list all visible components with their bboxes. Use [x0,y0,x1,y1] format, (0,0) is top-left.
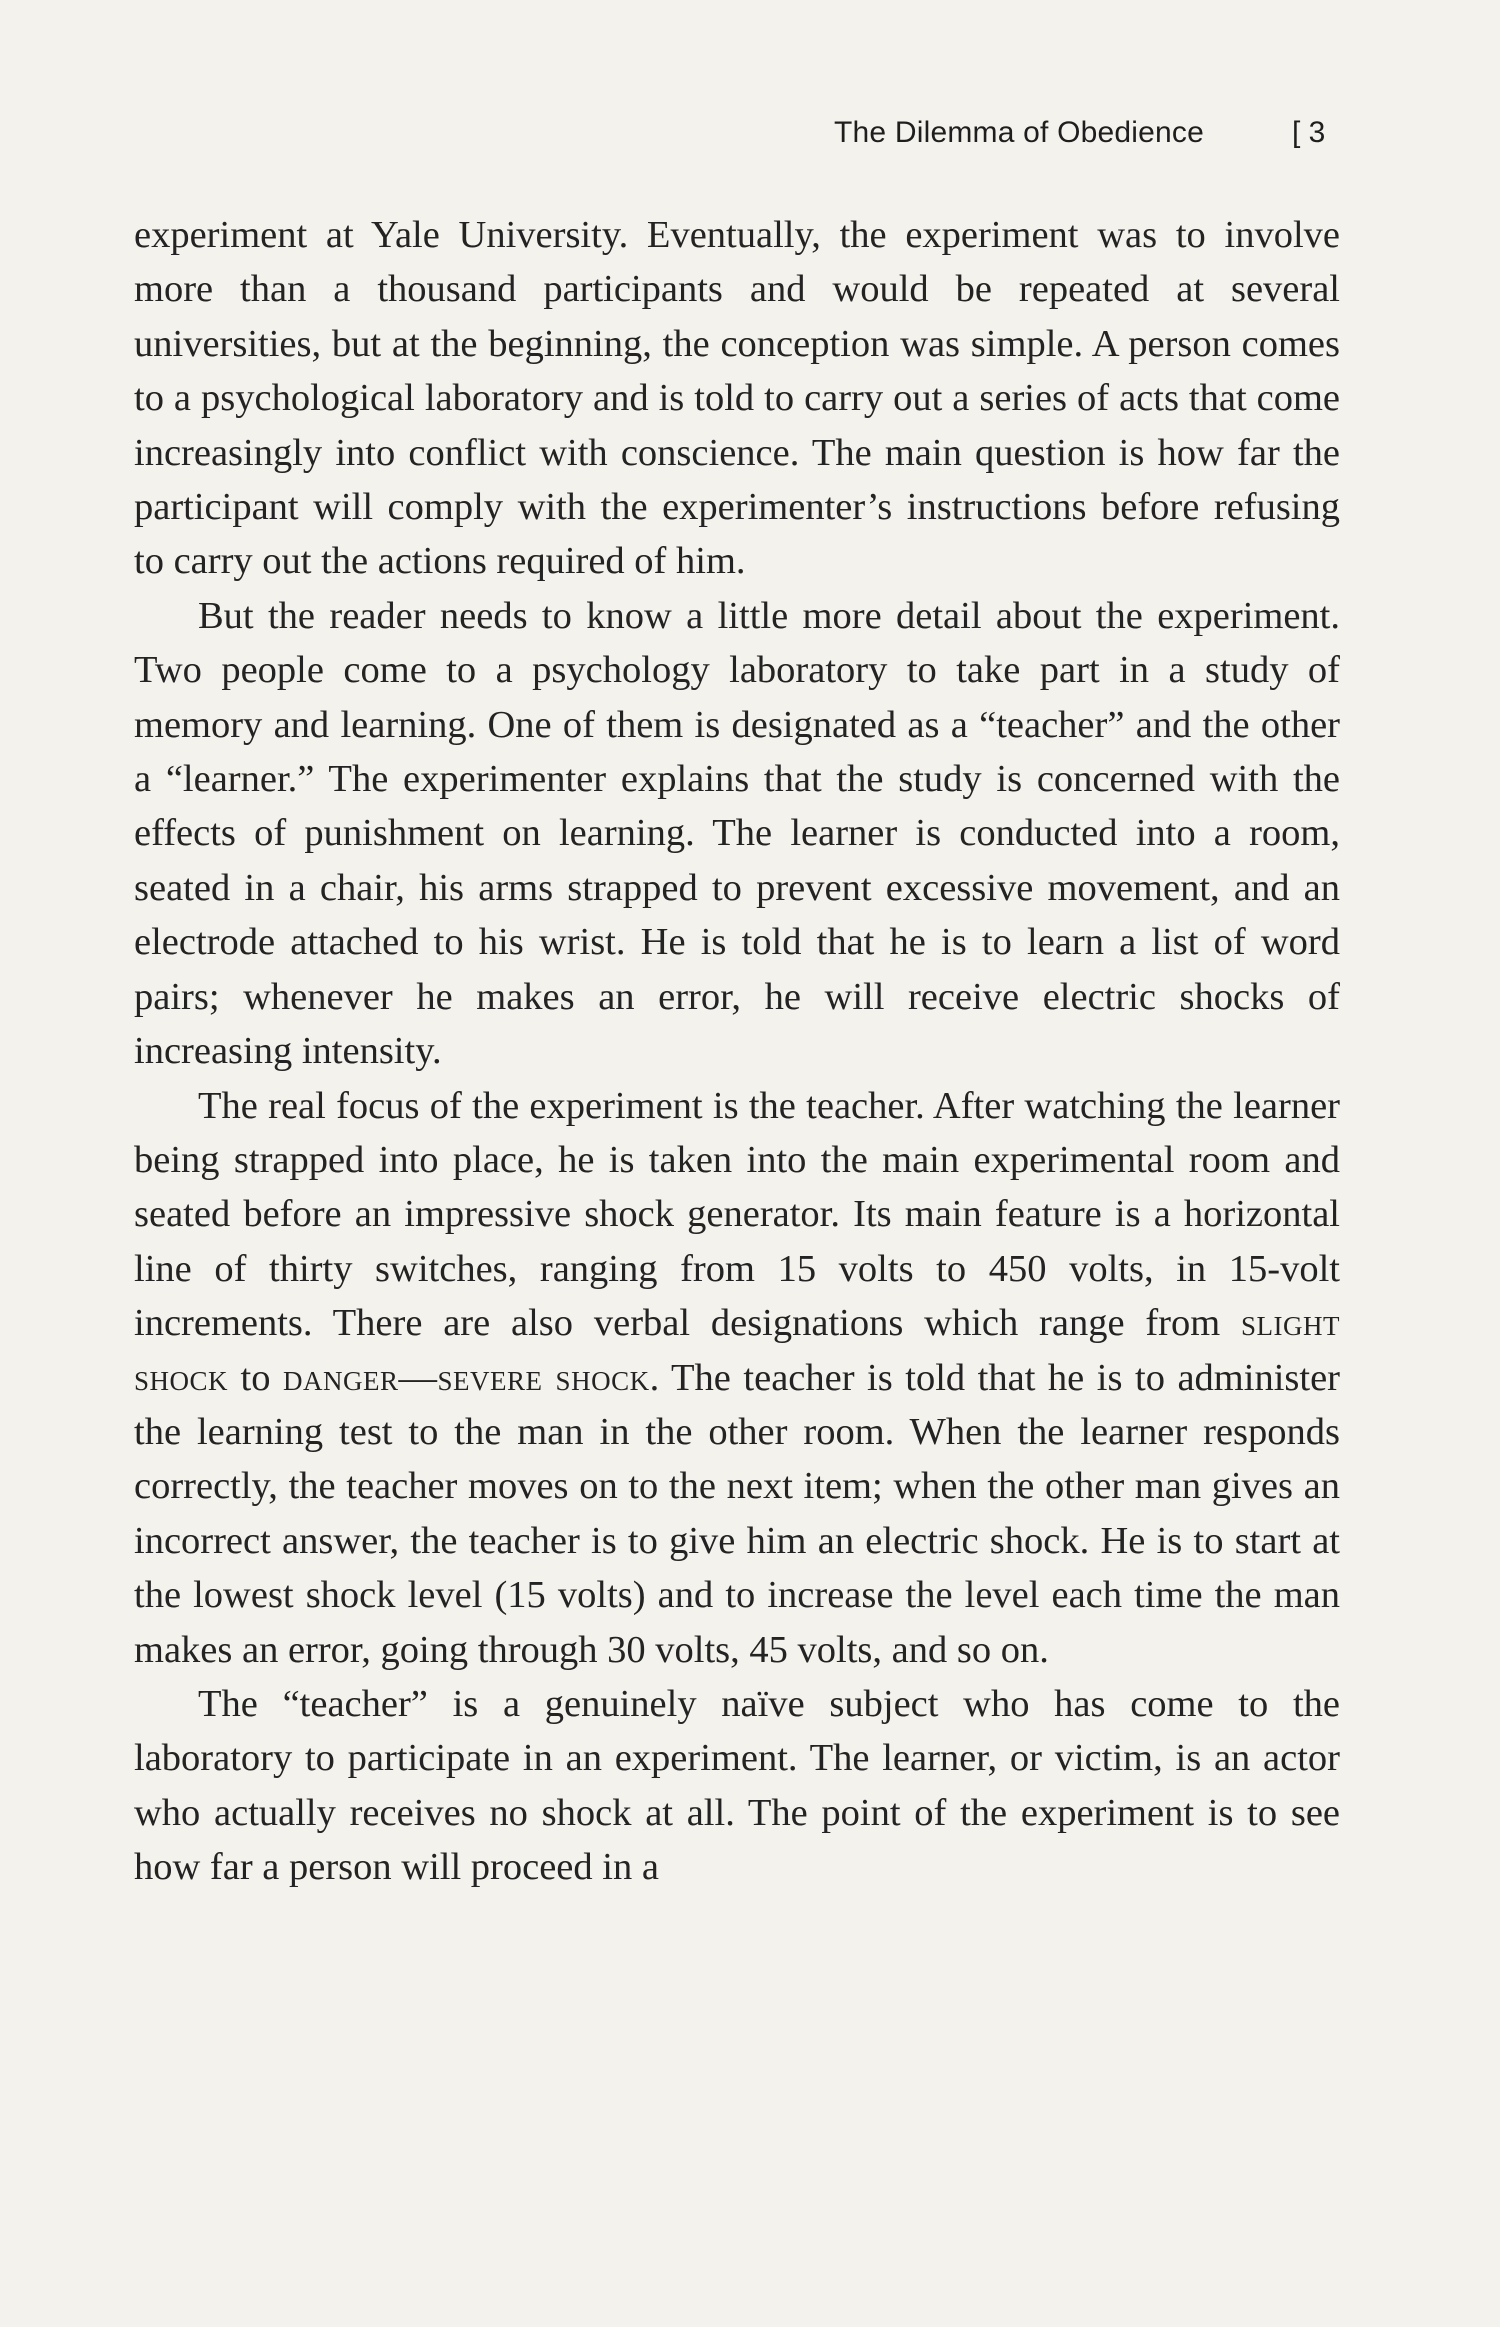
running-head [0,112,1500,162]
small-caps-term: danger—severe shock [283,1356,650,1399]
page-number: [ 3 [1292,116,1326,149]
paragraph-continuation: experiment at Yale University. Eventually, the experiment was to involve more than a thousand participants and would be repeated at several universities, but at the beginning, the conception was simple. A person comes to a psychological laboratory and is told to carry out a series of acts that come increasingly into conflict with conscience. The main question is how far the participant will comply with the experimenter’s instructions before refusing to carry out the actions required of him. [134,214,1340,583]
body-text [134,208,1340,1895]
paragraph-text: . The teacher is told that he is to administer the learning test to the man in the other room. When the learner responds correctly, the teacher moves on to the next item; when the other man gives an incorrect answer, the teacher is to give him an electric shock. He is to start at the lowest shock level (15 volts) and to increase the level each time the man makes an error, going through 30 volts, 45 volts, and so on. [134,1356,1340,1671]
paragraph-text: to [228,1356,284,1399]
paragraph [134,1079,1340,1677]
paragraph: But the reader needs to know a little more detail about the experiment. Two people come to a psychology laboratory to take part in a study of memory and learning. One of them is designated as a “teacher” and the other a “learner.” The experimenter explains that the study is concerned with the effects of punishment on learning. The learner is conducted into a room, seated in a chair, his arms strapped to prevent excessive movement, and an electrode attached to his wrist. He is told that he is to learn a list of word pairs; whenever he makes an error, he will receive electric shocks of increasing intensity. [134,594,1340,1073]
paragraph-text: The real focus of the experiment is the teacher. After watching the learner being strapped into place, he is taken into the main experimental room and seated before an impressive shock generator. Its main feature is a horizontal line of thirty switches, ranging from 15 volts to 450 volts, in 15-volt increments. There are also verbal designations which range from [134,1084,1340,1345]
paragraph: The “teacher” is a genuinely naïve subject who has come to the laboratory to participate in an experiment. The learner, or victim, is an actor who actually receives no shock at all. The point of the experiment is to see how far a person will proceed in a [134,1682,1340,1889]
small-caps-term: slight shock [134,1302,1340,1399]
running-title: The Dilemma of Obedience [834,116,1204,149]
